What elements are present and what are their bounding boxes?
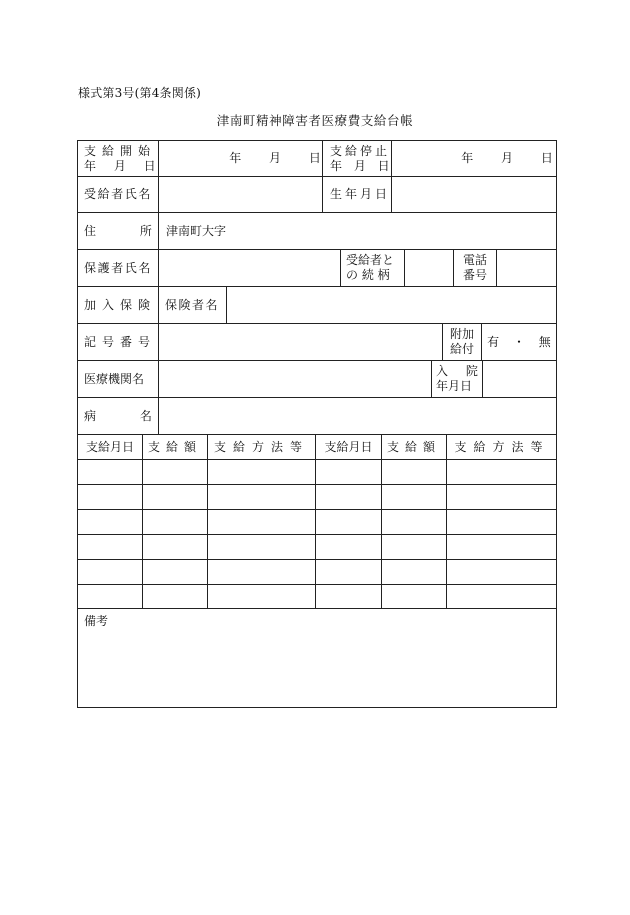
- col-rule: [481, 323, 482, 360]
- col-rule: [496, 249, 497, 286]
- col-rule: [226, 286, 227, 323]
- ledger-middle-rule: [315, 434, 316, 608]
- ledger-row-rule: [77, 484, 557, 485]
- form-title: 津南町精神障害者医療費支給台帳: [216, 113, 414, 128]
- ledger-header-payment-date-left: 支給月日: [85, 439, 134, 454]
- stop-date-label-line1: 支給停止: [330, 143, 391, 158]
- ledger-col-rule: [446, 434, 447, 608]
- ledger-row-rule: [77, 509, 557, 510]
- ledger-header-amount-right: 支給額: [386, 439, 441, 454]
- ledger-row-rule: [77, 559, 557, 560]
- phone-label-line1: 電話: [462, 253, 487, 267]
- ledger-header-method-right: 支給方法等: [454, 439, 550, 454]
- remarks-label: 備考: [84, 613, 109, 628]
- admission-date-line2: 年月日: [436, 379, 473, 393]
- ledger-row-rule: [77, 584, 557, 585]
- col-rule: [431, 360, 432, 397]
- start-date-label-line1: 支給開始: [84, 143, 157, 158]
- ledger-col-rule: [381, 434, 382, 608]
- birth-date-label: 生年月日: [330, 187, 391, 201]
- relation-label: [346, 250, 400, 286]
- col-rule: [391, 140, 392, 212]
- ledger-header-payment-date-right: 支給月日: [324, 439, 373, 454]
- stop-date-field[interactable]: 年 月 日: [461, 151, 553, 165]
- start-date-label-line2: 年 月 日: [84, 158, 156, 173]
- disease-label: 病 名: [84, 408, 152, 423]
- recipient-name-label: 受給者氏名: [84, 187, 153, 201]
- ledger-header-method-left: 支給方法等: [213, 439, 309, 454]
- start-date-label: [84, 141, 157, 176]
- additional-benefit-line1: 附加: [449, 327, 474, 341]
- address-value[interactable]: 津南町大字: [166, 223, 227, 238]
- col-rule: [482, 360, 483, 397]
- col-rule: [404, 249, 405, 286]
- stop-date-label-line2: 年 月 日: [330, 158, 390, 173]
- ledger-col-rule: [142, 434, 143, 608]
- yes-no-option[interactable]: 有 ・ 無: [487, 334, 551, 349]
- admission-date-label: [436, 361, 478, 397]
- additional-benefit-line2: 給付: [449, 342, 474, 356]
- start-date-field[interactable]: 年 月 日: [229, 151, 321, 165]
- symbol-number-label: 記号番号: [84, 334, 157, 349]
- address-label: 住 所: [84, 223, 152, 238]
- phone-label-line2: 番号: [462, 268, 487, 282]
- col-rule: [442, 323, 443, 360]
- ledger-header-amount-left: 支給額: [147, 439, 202, 454]
- label-column-rule: [158, 140, 159, 434]
- insurer-name-label: 保険者名: [165, 297, 220, 312]
- phone-label: [456, 250, 494, 286]
- ledger-row-rule: [77, 534, 557, 535]
- relation-label-line1: 受給者と: [346, 253, 395, 267]
- guardian-name-label: 保護者氏名: [84, 260, 153, 275]
- insurance-label: 加入保険: [84, 297, 157, 312]
- ledger-header-rule: [77, 459, 557, 460]
- additional-benefit-label: [444, 324, 480, 360]
- col-rule: [340, 249, 341, 286]
- medical-institution-label: 医療機関名: [84, 371, 145, 386]
- remarks-area[interactable]: [78, 609, 556, 707]
- ledger-col-rule: [207, 434, 208, 608]
- col-rule: [322, 140, 323, 212]
- stop-date-label: [330, 141, 391, 176]
- relation-label-line2: の 続 柄: [346, 268, 390, 282]
- col-rule: [453, 249, 454, 286]
- admission-date-line1: 入 院: [436, 364, 478, 378]
- form-code: 様式第3号(第4条関係): [78, 86, 202, 100]
